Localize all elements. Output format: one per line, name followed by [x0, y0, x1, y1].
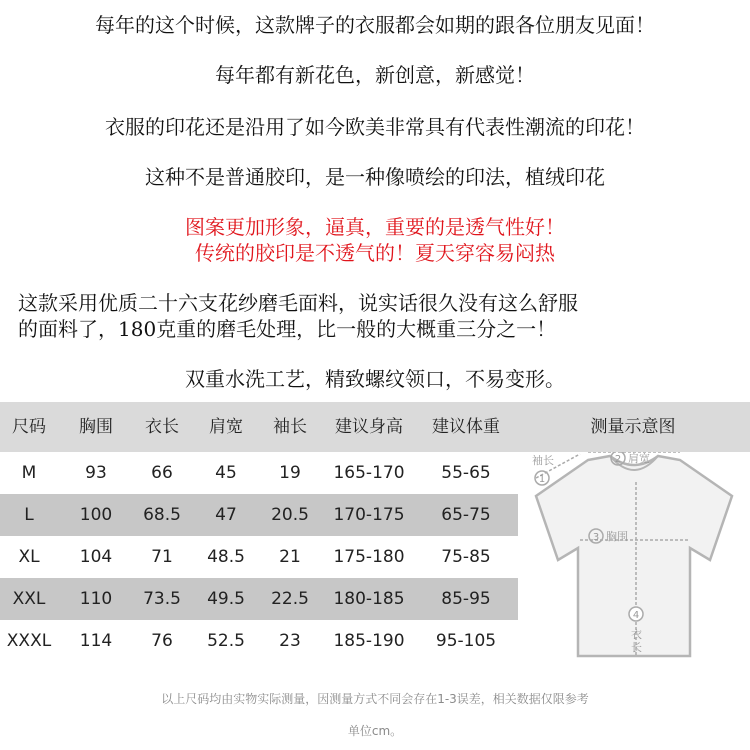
chest-num: 3 — [592, 532, 600, 543]
cell-length: 73.5 — [143, 589, 181, 609]
cell-weight: 65-75 — [441, 505, 491, 525]
tshirt-diagram — [518, 452, 750, 674]
shoulder-label: 肩宽 — [628, 452, 650, 465]
header-shoulder: 肩宽 — [209, 417, 243, 437]
header-height: 建议身高 — [335, 417, 403, 437]
cell-sleeve: 20.5 — [271, 505, 309, 525]
length-num: 4 — [632, 610, 640, 621]
cell-height: 175-180 — [333, 547, 405, 567]
cell-weight: 95-105 — [435, 631, 497, 651]
header-weight: 建议体重 — [432, 417, 500, 437]
sleeve-num: 1 — [538, 474, 546, 485]
intro-line-2: 每年都有新花色，新创意，新感觉！ — [215, 63, 535, 87]
length-label-1: 衣长 — [631, 628, 642, 654]
fabric-line-2: 的面料了，180克重的磨毛处理，比一般的大概重三分之一！ — [18, 317, 557, 341]
header-chest: 胸围 — [79, 417, 113, 437]
table-row — [0, 494, 518, 536]
cell-height: 170-175 — [333, 505, 405, 525]
highlight-line-2: 传统的胶印是不透气的！夏天穿容易闷热 — [195, 241, 555, 265]
cell-length: 66 — [151, 463, 173, 483]
highlight-line-1: 图案更加形象，逼真，重要的是透气性好！ — [185, 215, 565, 239]
craft-line: 双重水洗工艺，精致螺纹领口，不易变形。 — [185, 367, 565, 391]
cell-chest: 93 — [85, 463, 107, 483]
footnote-line-1: 以上尺码均由实物实际测量，因测量方式不同会存在1-3误差，相关数据仅限参考 — [161, 692, 589, 706]
footnote-line-2: 单位cm。 — [347, 724, 403, 738]
cell-size: XXXL — [6, 631, 52, 651]
tshirt-outline-icon — [536, 456, 732, 656]
cell-chest: 110 — [79, 589, 113, 609]
fabric-line-1: 这款采用优质二十六支花纱磨毛面料，说实话很久没有这么舒服 — [18, 291, 578, 315]
intro-line-4: 这种不是普通胶印，是一种像喷绘的印法，植绒印花 — [145, 165, 605, 189]
chest-label: 胸围 — [606, 530, 628, 543]
cell-weight: 85-95 — [441, 589, 491, 609]
table-row — [0, 620, 518, 662]
intro-line-1: 每年的这个时候，这款牌子的衣服都会如期的跟各位朋友见面！ — [95, 13, 655, 37]
cell-height: 185-190 — [333, 631, 405, 651]
cell-size: M — [21, 463, 37, 483]
diagram-title: 测量示意图 — [590, 417, 676, 437]
cell-length: 68.5 — [143, 505, 181, 525]
cell-shoulder: 48.5 — [207, 547, 245, 567]
cell-length: 71 — [151, 547, 173, 567]
cell-chest: 114 — [79, 631, 113, 651]
cell-height: 180-185 — [333, 589, 405, 609]
cell-weight: 75-85 — [441, 547, 491, 567]
cell-height: 165-170 — [333, 463, 405, 483]
cell-shoulder: 49.5 — [207, 589, 245, 609]
cell-sleeve: 22.5 — [271, 589, 309, 609]
header-length: 衣长 — [145, 417, 179, 437]
cell-sleeve: 21 — [279, 547, 301, 567]
cell-chest: 100 — [79, 505, 113, 525]
cell-sleeve: 23 — [279, 631, 301, 651]
header-sleeve: 袖长 — [273, 417, 307, 437]
table-row — [0, 452, 518, 494]
table-row — [0, 578, 518, 620]
header-size: 尺码 — [12, 417, 46, 437]
cell-size: XXL — [12, 589, 46, 609]
cell-sleeve: 19 — [279, 463, 301, 483]
shoulder-num: 2 — [614, 454, 622, 465]
cell-length: 76 — [151, 631, 173, 651]
sleeve-label: 袖长 — [532, 454, 554, 467]
cell-size: L — [24, 505, 34, 525]
intro-line-3: 衣服的印花还是沿用了如今欧美非常具有代表性潮流的印花！ — [105, 115, 645, 139]
cell-shoulder: 52.5 — [207, 631, 245, 651]
cell-chest: 104 — [79, 547, 113, 567]
cell-shoulder: 47 — [215, 505, 237, 525]
table-row — [0, 536, 518, 578]
cell-size: XL — [18, 547, 40, 567]
cell-shoulder: 45 — [215, 463, 237, 483]
cell-weight: 55-65 — [441, 463, 491, 483]
